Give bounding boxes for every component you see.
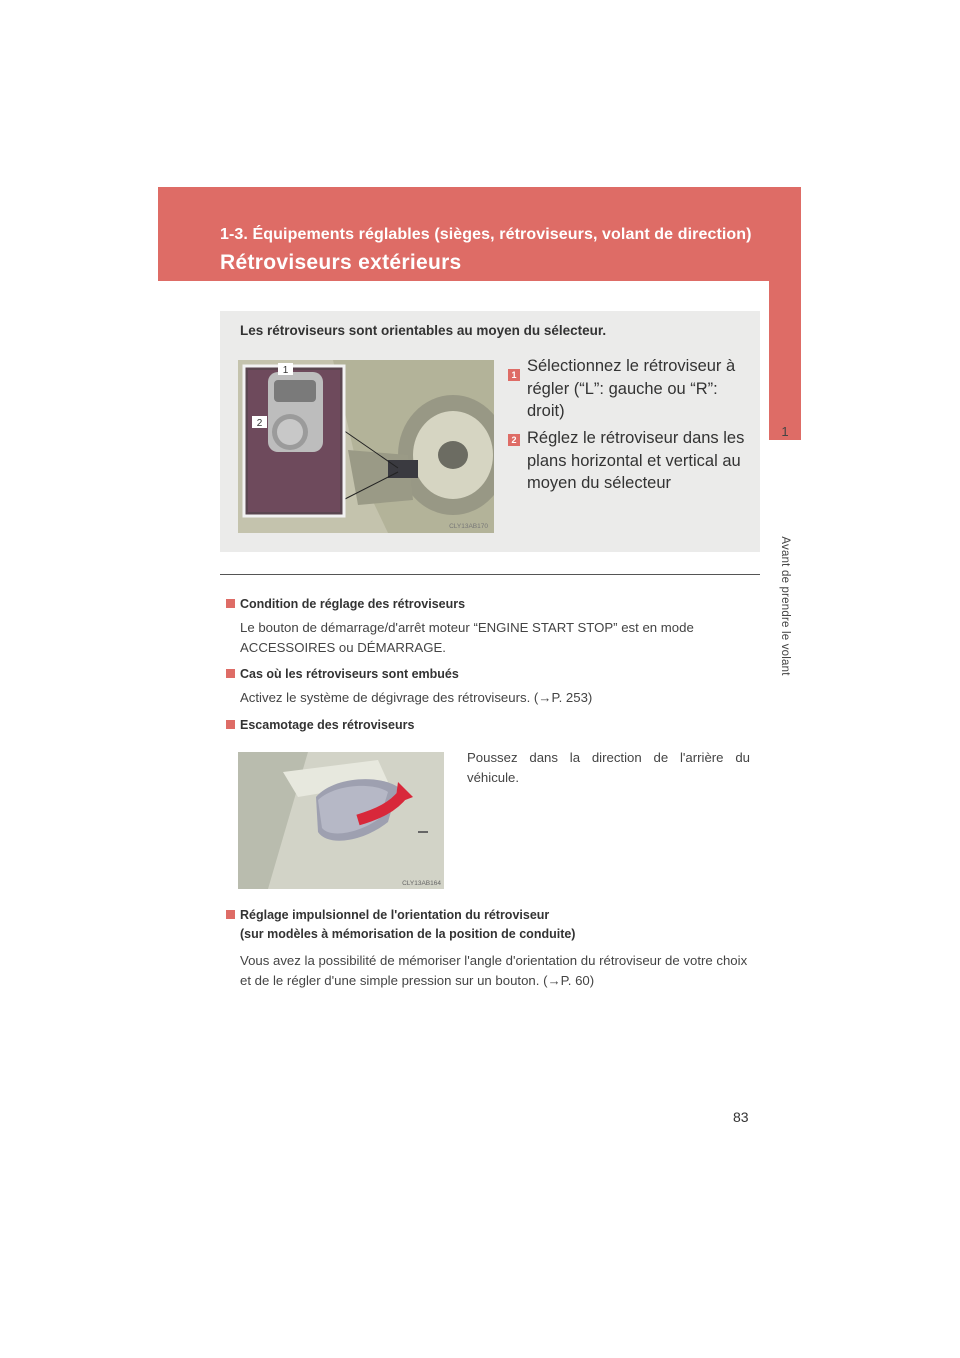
page-number: 83: [733, 1109, 749, 1125]
intro-text: Les rétroviseurs sont orientables au moyen du sélecteur.: [240, 323, 607, 338]
step-2-text: Réglez le rétroviseur dans les plans horizontal et vertical au moyen du sélecteur: [527, 429, 745, 492]
chapter-tab: [769, 187, 801, 440]
note-subheading: (sur modèles à mémorisation de la position de conduite): [240, 927, 576, 941]
note-heading: Condition de réglage des rétroviseurs: [226, 595, 465, 613]
note-body: Le bouton de démarrage/d'arrêt moteur “ENGINE START STOP” est en mode ACCESSOIRES ou DÉMARRAGE.: [240, 620, 694, 655]
chapter-tab-label: Avant de prendre le volant: [779, 536, 791, 676]
mirror-fold-photo: [238, 752, 444, 889]
step-number-badge: 1: [508, 369, 520, 381]
square-bullet-icon: [226, 910, 235, 919]
note-heading: Cas où les rétroviseurs sont embués: [226, 665, 459, 683]
image-code: CLY13AB170: [449, 523, 488, 530]
section-title: 1-3. Équipements réglables (sièges, rétroviseurs, volant de direction): [220, 226, 752, 243]
fold-caption: Poussez dans la direction de l'arrière du véhicule.: [467, 750, 750, 785]
square-bullet-icon: [226, 669, 235, 678]
mirror-switch-illustration: [238, 360, 494, 533]
mirror-fold-illustration: [238, 752, 444, 889]
page-title: Rétroviseurs extérieurs: [220, 251, 462, 274]
note-body: Vous avez la possibilité de mémoriser l'angle d'orientation du rétroviseur de votre choix et de le régler d'une simple pression sur un bouton. (→P. 60): [240, 953, 748, 988]
note-heading: Escamotage des rétroviseurs: [226, 716, 414, 734]
divider: [220, 574, 760, 575]
square-bullet-icon: [226, 599, 235, 608]
image-code: CLY13AB164: [402, 880, 441, 887]
step-number-badge: 2: [508, 434, 520, 446]
square-bullet-icon: [226, 720, 235, 729]
chapter-tab-number: 1: [781, 424, 789, 439]
note-body: Activez le système de dégivrage des rétroviseurs. (→P. 253): [240, 690, 593, 705]
callout-2: 2: [256, 418, 263, 429]
note-heading: Réglage impulsionnel de l'orientation du rétroviseur: [226, 906, 549, 924]
callout-1: 1: [282, 365, 289, 376]
mirror-switch-photo: [238, 360, 494, 533]
step-1-text: Sélectionnez le rétroviseur à régler (“L”: gauche ou “R”: droit): [527, 357, 736, 420]
